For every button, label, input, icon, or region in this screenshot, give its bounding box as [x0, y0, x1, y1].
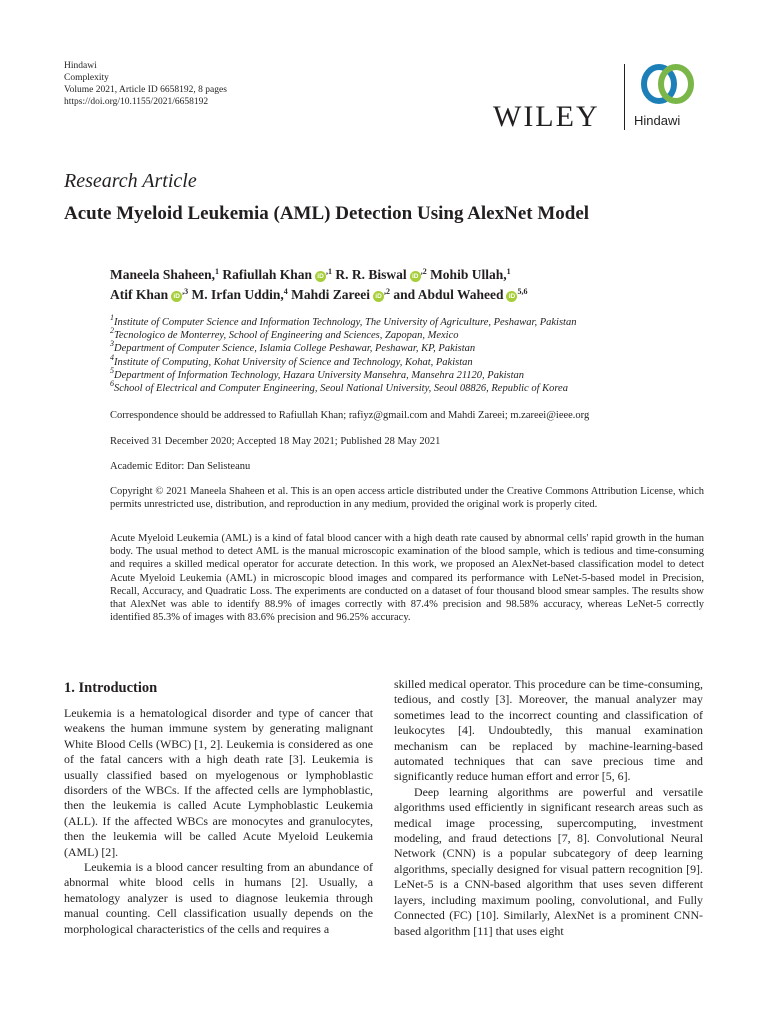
article-type: Research Article [64, 170, 197, 192]
author-name[interactable]: and Abdul Waheed [393, 287, 504, 302]
author-name[interactable]: R. R. Biswal [335, 267, 407, 282]
affiliation [110, 352, 576, 369]
affiliation [110, 365, 576, 382]
hindawi-logo-icon [638, 62, 698, 108]
affiliation-text: Institute of Computer Science and Information Technology, The University of Agriculture, Peshawar, Pakistan [114, 317, 577, 328]
author-line [110, 267, 511, 283]
author-name[interactable]: Mohib Ullah, [430, 267, 507, 282]
logo-divider [624, 64, 625, 130]
affiliations [110, 313, 577, 395]
author-name[interactable]: Maneela Shaheen, [110, 267, 216, 282]
publisher-name: Hindawi [64, 61, 97, 71]
affiliation-number: 5 [110, 365, 114, 375]
author-affiliation-ref: ,2 [384, 287, 391, 296]
volume-line: Volume 2021, Article ID 6658192, 8 pages [64, 85, 227, 95]
author-affiliation-ref: ,3 [182, 287, 189, 296]
author-affiliation-ref: 1 [215, 267, 220, 276]
body-paragraph: Deep learning algorithms are powerful and versatile algorithms used efficiently in significant research areas such as medical image processing, supercomputing, investment modeling, and fraud detections [7, 8]. Convolutional Neural Network (CNN) is a popular subcategory of deep learning algorithms, specially designed for visual pattern recognition [9]. LeNet-5 is a CNN-based algorithm that uses seven different layers, including maximum pooling, convolutional, and Fully Connected (FC) [10]. Similarly, AlexNet is a prominent CNN-based algorithm [11] that uses eight [394, 784, 703, 938]
author-line [110, 287, 527, 303]
publication-dates: Received 31 December 2020; Accepted 18 May 2021; Published 28 May 2021 [110, 436, 441, 447]
affiliation [110, 339, 576, 355]
left-column [64, 706, 373, 937]
affiliation-text: Department of Computer Science, Islamia College Peshawar, Peshawar, KP, Pakistan [114, 343, 476, 355]
section-heading: 1. Introduction [64, 680, 158, 696]
academic-editor: Academic Editor: Dan Selisteanu [110, 461, 251, 472]
affiliation [110, 326, 576, 342]
affiliation-number: 3 [110, 339, 114, 349]
author-name[interactable]: Mahdi Zareei [291, 287, 371, 302]
affiliation-number: 1 [110, 313, 114, 322]
affiliation-text: School of Electrical and Computer Engineering, Seoul National University, Seoul 08826, Republic of Korea [114, 383, 568, 395]
affiliation [110, 313, 577, 329]
wiley-logo: WILEY [493, 100, 600, 133]
journal-meta [64, 60, 227, 108]
author-name[interactable]: Atif Khan [110, 287, 169, 302]
hindawi-wordmark: Hindawi [634, 113, 681, 128]
author-affiliation-ref: 4 [283, 287, 288, 296]
affiliation-number: 2 [110, 326, 114, 336]
author-name[interactable]: Rafiullah Khan [222, 267, 313, 282]
correspondence: Correspondence should be addressed to Rafiullah Khan; rafiyz@gmail.com and Mahdi Zareei; m.zareei@ieee.org [110, 410, 590, 421]
body-paragraph: skilled medical operator. This procedure can be time-consuming, tedious, and costly [3]. Moreover, the manual analyzer may sometimes lead to the incorrect counting and classification of leukocytes [4]. Undoubtedly, this manual examination mechanism can be replaced by machine-learning-based automated techniques that can save precious time and significantly reduce human effort and error [5, 6]. [394, 677, 703, 784]
right-column [394, 677, 703, 939]
affiliation-text: Tecnologico de Monterrey, School of Engineering and Sciences, Zapopan, Mexico [114, 330, 459, 342]
affiliation-number: 4 [110, 352, 114, 362]
affiliation-text: Institute of Computing, Kohat University of Science and Technology, Kohat, Pakistan [114, 356, 473, 368]
orcid-icon[interactable]: iD [410, 271, 421, 282]
affiliation-number: 6 [110, 379, 114, 389]
body-paragraph: Leukemia is a blood cancer resulting from an abundance of abnormal white blood cells in humans [2]. Usually, a hematology analyzer is used to diagnose leukemia through manual counting. Cell classification usually depends on the morphological characteristics of the cells and requires a [64, 860, 373, 936]
body-paragraph: Leukemia is a hematological disorder and type of cancer that weakens the human immune system by generating malignant White Blood Cells (WBC) [1, 2]. Leukemia is considered as one of the fatal cancers with a high death rate [3]. Leukemia is usually classified based on myelogenous or lymphoblastic disorders of the WBCs. If the affected cells are lymphoblastic, then the leukemia is called Acute Lymphoblastic Leukemia (ALL). If the affected WBCs are monocytes and granulocytes, then the leukemia will be called Acute Myeloid Leukemia (AML) [2]. [64, 706, 373, 859]
doi-link[interactable]: https://doi.org/10.1155/2021/6658192 [64, 97, 209, 107]
orcid-icon[interactable]: iD [171, 291, 182, 302]
author-affiliation-ref: 1 [506, 267, 511, 276]
author-affiliation-ref: ,2 [420, 267, 427, 276]
author-affiliation-ref: ,1 [326, 267, 333, 276]
orcid-icon[interactable]: iD [373, 291, 384, 302]
article-title: Acute Myeloid Leukemia (AML) Detection Using AlexNet Model [64, 203, 590, 224]
author-affiliation-ref: 5,6 [517, 287, 528, 296]
affiliation [110, 379, 576, 395]
abstract: Acute Myeloid Leukemia (AML) is a kind of fatal blood cancer with a high death rate caused by abnormal cells' rapid growth in the human body. The usual method to detect AML is the manual microscopic examination of the blood sample, which is tedious and time-consuming and requires a skilled medical operator for accurate detection. In this work, we proposed an AlexNet-based classification model to detect Acute Myeloid Leukemia (AML) in microscopic blood images and compared its performance with LeNet-5-based model in Precision, Recall, Accuracy, and Quadratic Loss. The experiments are conducted on a dataset of four thousand blood smear samples. The results show that AlexNet was able to identify 88.9% of images correctly with 87.4% precision and 98.58% accuracy, whereas LeNet-5 correctly identified 85.3% of images with 83.6% precision and 96.25% accuracy. [110, 533, 704, 624]
orcid-icon[interactable]: iD [315, 271, 326, 282]
affiliation-text: Department of Information Technology, Hazara University Mansehra, Mansehra 21120, Pakistan [114, 369, 525, 381]
copyright-notice: Copyright © 2021 Maneela Shaheen et al. This is an open access article distributed under the Creative Commons Attribution License, which permits unrestricted use, distribution, and reproduction in any medium, provided the original work is properly cited. [110, 486, 704, 511]
author-name[interactable]: M. Irfan Uddin, [191, 287, 284, 302]
journal-name: Complexity [64, 73, 109, 83]
orcid-icon[interactable]: iD [506, 291, 517, 302]
